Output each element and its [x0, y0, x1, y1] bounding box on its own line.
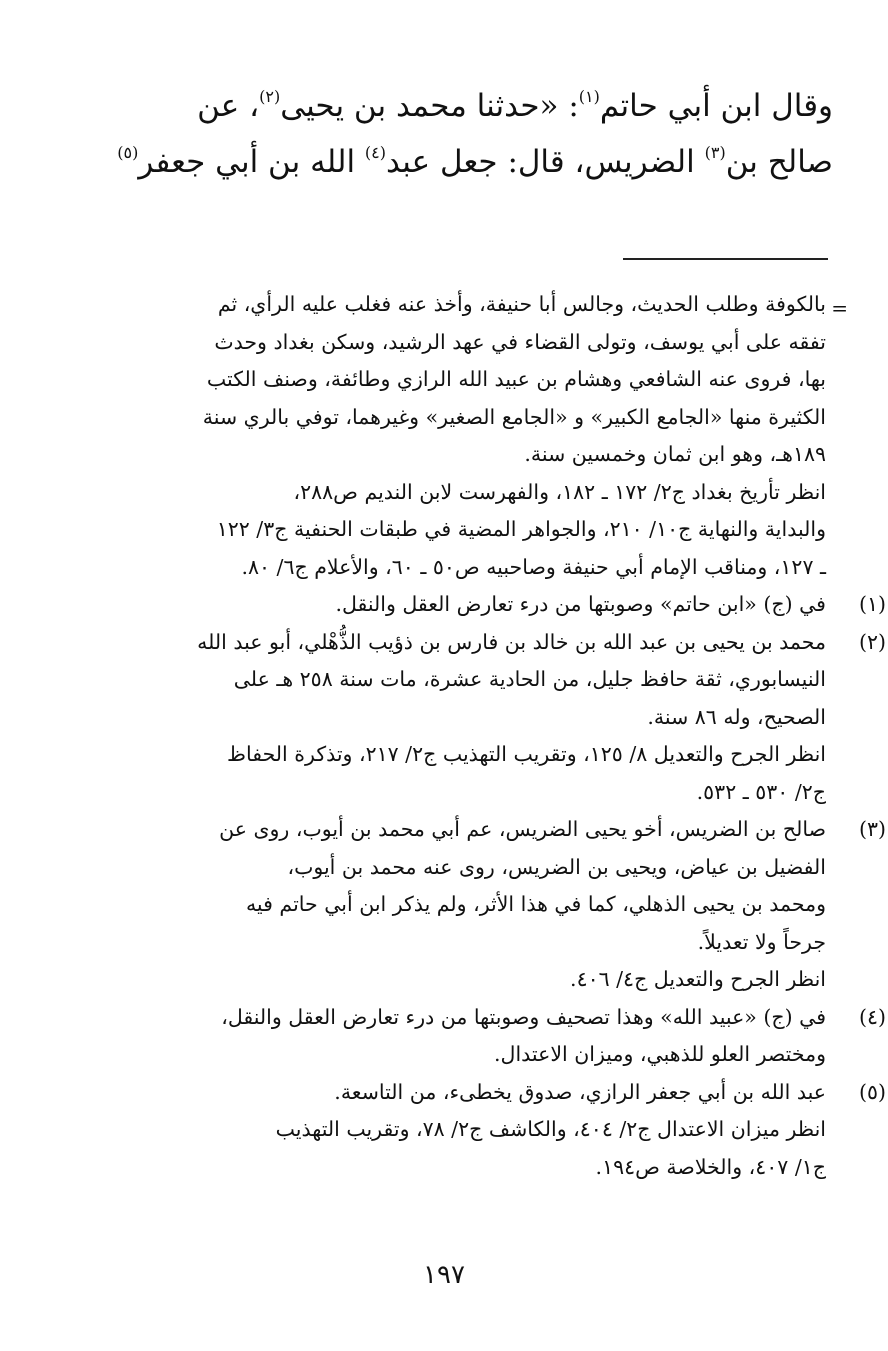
footnote-number: (٥) [858, 1079, 886, 1104]
footnote-line: الصحيح، وله ٨٦ سنة. [647, 704, 826, 729]
main-text-segment: صالح بن [725, 144, 833, 180]
footnote-line: بها، فروى عنه الشافعي وهشام بن عبيد الله الرازي وطائفة، وصنف الكتب [206, 367, 826, 391]
footnote-3 [146, 811, 886, 999]
footnote-line: ومختصر العلو للذهبي، وميزان الاعتدال. [494, 1042, 826, 1066]
footnote-line: ١٨٩هـ، وهو ابن ثمان وخمسين سنة. [524, 442, 826, 466]
footnote-line: في (ج) «عبيد الله» وهذا تصحيف وصوبتها من درء تعارض العقل والنقل، [221, 1004, 826, 1029]
footnote-line: في (ج) «ابن حاتم» وصوبتها من درء تعارض العقل والنقل. [335, 592, 826, 616]
footnotes [146, 286, 886, 1186]
footnote-line: ج٢/ ٥٣٠ ـ ٥٣٢. [696, 779, 826, 804]
footnote-line: ومحمد بن يحيى الذهلي، كما في هذا الأثر، ولم يذكر ابن أبي حاتم فيه [245, 892, 826, 916]
main-text-segment: الضريس، قال: جعل عبد [386, 144, 705, 180]
footnote-line: تفقه على أبي يوسف، وتولى القضاء في عهد الرشيد، وسكن بغداد وحدث [214, 329, 826, 354]
footnote-line: ـ ١٢٧، ومناقب الإمام أبي حنيفة وصاحبيه ص٥٠ ـ ٦٠، والأعلام ج٦/ ٨٠. [241, 554, 826, 579]
footnote-line: انظر الجرح والتعديل ٨/ ١٢٥، وتقريب التهذيب ج٢/ ٢١٧، وتذكرة الحفاظ [227, 742, 826, 766]
main-line-1 [153, 78, 833, 134]
footnote-ref-4[interactable]: (٤) [364, 143, 387, 162]
footnote-5 [146, 1074, 886, 1187]
footnote-ref-1[interactable]: (١) [578, 87, 600, 106]
footnote-2 [146, 624, 886, 812]
footnote-line: الكثيرة منها «الجامع الكبير» و «الجامع الصغير» وغيرهما، توفي بالري سنة [202, 404, 826, 429]
footnote-continued [146, 286, 826, 586]
main-text-segment: ، عن [197, 88, 260, 124]
page-number: ١٩٧ [423, 1260, 465, 1290]
footnote-ref-5[interactable]: (٥) [117, 143, 139, 162]
main-text-segment: الله بن أبي جعفر [138, 144, 365, 180]
main-text [117, 78, 833, 190]
footnote-line: انظر تأريخ بغداد ج٢/ ١٧٢ ـ ١٨٢، والفهرست لابن النديم ص٢٨٨، [293, 479, 826, 504]
footnote-number: (٤) [858, 1004, 886, 1029]
footnote-line: الفضيل بن عياض، ويحيى بن الضريس، روى عنه محمد بن أيوب، [287, 854, 826, 879]
footnote-separator [623, 258, 828, 260]
footnote-line: صالح بن الضريس، أخو يحيى الضريس، عم أبي محمد بن أيوب، روى عن [219, 817, 826, 841]
footnote-ref-3[interactable]: (٣) [704, 143, 726, 162]
footnote-line: محمد بن يحيى بن عبد الله بن خالد بن فارس بن ذؤيب الذُّهْلي، أبو عبد الله [197, 629, 826, 654]
footnote-line: النيسابوري، ثقة حافظ جليل، من الحادية عشرة، مات سنة ٢٥٨ هـ على [233, 667, 826, 691]
footnote-1 [146, 586, 886, 624]
footnote-number: (٢) [858, 629, 886, 654]
footnote-line: انظر الجرح والتعديل ج٤/ ٤٠٦. [570, 967, 826, 991]
main-text-segment: وقال ابن أبي حاتم [599, 88, 833, 124]
footnote-line: عبد الله بن أبي جعفر الرازي، صدوق يخطىء، من التاسعة. [334, 1079, 826, 1104]
footnote-line: جرحاً ولا تعديلاً. [697, 929, 826, 954]
continuation-mark: = [831, 296, 848, 320]
main-line-2 [117, 134, 833, 190]
footnote-number: (٣) [858, 817, 886, 841]
footnote-4 [146, 999, 886, 1074]
footnote-line: انظر ميزان الاعتدال ج٢/ ٤٠٤، والكاشف ج٢/ ٧٨، وتقريب التهذيب [275, 1117, 826, 1141]
footnote-line: بالكوفة وطلب الحديث، وجالس أبا حنيفة، وأخذ عنه فغلب عليه الرأي، ثم [217, 292, 826, 316]
main-text-segment: : «حدثنا محمد بن يحيى [280, 88, 579, 124]
footnote-number: (١) [858, 592, 886, 616]
footnote-line: ج١/ ٤٠٧، والخلاصة ص١٩٤. [595, 1154, 826, 1179]
footnote-line: والبداية والنهاية ج١٠/ ٢١٠، والجواهر المضية في طبقات الحنفية ج٣/ ١٢٢ [216, 517, 826, 541]
footnote-ref-2[interactable]: (٢) [259, 87, 281, 106]
